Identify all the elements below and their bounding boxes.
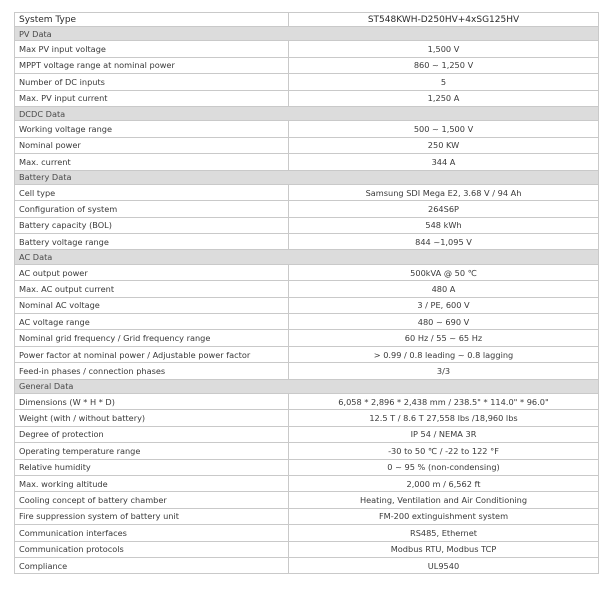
- spec-row: [15, 314, 599, 330]
- spec-row: [15, 234, 599, 250]
- spec-value: 344 A: [289, 154, 599, 170]
- spec-row: [15, 297, 599, 313]
- spec-value: Heating, Ventilation and Air Conditioning: [289, 492, 599, 508]
- spec-row: [15, 541, 599, 557]
- spec-value: 60 Hz / 55 ~ 65 Hz: [289, 330, 599, 346]
- spec-label: Power factor at nominal power / Adjustable power factor: [15, 346, 289, 362]
- spec-row: [15, 443, 599, 459]
- spec-label: AC output power: [15, 264, 289, 280]
- section-title: General Data: [15, 379, 599, 393]
- spec-row: [15, 330, 599, 346]
- section-title: PV Data: [15, 27, 599, 41]
- spec-row: [15, 475, 599, 491]
- section-title: Battery Data: [15, 170, 599, 184]
- spec-label: Max PV input voltage: [15, 41, 289, 57]
- spec-value: UL9540: [289, 557, 599, 573]
- spec-value: FM-200 extinguishment system: [289, 508, 599, 524]
- spec-row: [15, 57, 599, 73]
- spec-label: Configuration of system: [15, 201, 289, 217]
- spec-row: [15, 363, 599, 379]
- spec-row: [15, 508, 599, 524]
- spec-sheet: [14, 12, 598, 574]
- spec-value: 1,500 V: [289, 41, 599, 57]
- spec-row: [15, 74, 599, 90]
- spec-value: Modbus RTU, Modbus TCP: [289, 541, 599, 557]
- spec-label: Max. current: [15, 154, 289, 170]
- spec-value: 0 ~ 95 % (non-condensing): [289, 459, 599, 475]
- spec-value: 250 KW: [289, 137, 599, 153]
- spec-value: 500 ~ 1,500 V: [289, 121, 599, 137]
- spec-label: Max. AC output current: [15, 281, 289, 297]
- spec-label: Relative humidity: [15, 459, 289, 475]
- spec-value: 3 / PE, 600 V: [289, 297, 599, 313]
- spec-value: 480 ~ 690 V: [289, 314, 599, 330]
- section-header-battery-data: [15, 170, 599, 184]
- spec-row: [15, 525, 599, 541]
- spec-label: MPPT voltage range at nominal power: [15, 57, 289, 73]
- spec-row: [15, 154, 599, 170]
- spec-row: [15, 264, 599, 280]
- spec-row: [15, 184, 599, 200]
- spec-label: Feed-in phases / connection phases: [15, 363, 289, 379]
- spec-label: Dimensions (W * H * D): [15, 393, 289, 409]
- spec-value: 860 ~ 1,250 V: [289, 57, 599, 73]
- section-header-pv-data: [15, 27, 599, 41]
- spec-value: 5: [289, 74, 599, 90]
- spec-label: Nominal AC voltage: [15, 297, 289, 313]
- spec-value: 12.5 T / 8.6 T 27,558 lbs /18,960 lbs: [289, 410, 599, 426]
- spec-row: [15, 90, 599, 106]
- spec-label: Battery voltage range: [15, 234, 289, 250]
- spec-row: [15, 410, 599, 426]
- spec-label: AC voltage range: [15, 314, 289, 330]
- spec-value: 500kVA @ 50 ℃: [289, 264, 599, 280]
- system-type-value: ST548KWH-D250HV+4xSG125HV: [289, 13, 599, 27]
- section-header-general-data: [15, 379, 599, 393]
- spec-row: [15, 492, 599, 508]
- spec-label: Compliance: [15, 557, 289, 573]
- section-header-dcdc-data: [15, 106, 599, 120]
- section-title: DCDC Data: [15, 106, 599, 120]
- spec-label: Max. PV input current: [15, 90, 289, 106]
- spec-row: [15, 41, 599, 57]
- spec-label: Cell type: [15, 184, 289, 200]
- spec-value: -30 to 50 ℃ / -22 to 122 °F: [289, 443, 599, 459]
- spec-row: [15, 426, 599, 442]
- spec-value: RS485, Ethernet: [289, 525, 599, 541]
- section-title: AC Data: [15, 250, 599, 264]
- spec-label: Communication protocols: [15, 541, 289, 557]
- spec-value: 1,250 A: [289, 90, 599, 106]
- section-header-ac-data: [15, 250, 599, 264]
- system-type-label: System Type: [15, 13, 289, 27]
- spec-label: Fire suppression system of battery unit: [15, 508, 289, 524]
- spec-row: [15, 137, 599, 153]
- spec-row: [15, 281, 599, 297]
- spec-value: > 0.99 / 0.8 leading ~ 0.8 lagging: [289, 346, 599, 362]
- spec-value: 6,058 * 2,896 * 2,438 mm / 238.5" * 114.0" * 96.0": [289, 393, 599, 409]
- spec-label: Max. working altitude: [15, 475, 289, 491]
- spec-value: 844 ~1,095 V: [289, 234, 599, 250]
- spec-label: Nominal grid frequency / Grid frequency range: [15, 330, 289, 346]
- spec-label: Number of DC inputs: [15, 74, 289, 90]
- spec-value: Samsung SDI Mega E2, 3.68 V / 94 Ah: [289, 184, 599, 200]
- spec-row: [15, 201, 599, 217]
- spec-row: [15, 217, 599, 233]
- spec-value: IP 54 / NEMA 3R: [289, 426, 599, 442]
- spec-row: [15, 121, 599, 137]
- spec-table: [14, 12, 599, 574]
- spec-row: [15, 393, 599, 409]
- spec-row: [15, 459, 599, 475]
- spec-label: Communication interfaces: [15, 525, 289, 541]
- spec-row: [15, 346, 599, 362]
- spec-value: 264S6P: [289, 201, 599, 217]
- spec-label: Nominal power: [15, 137, 289, 153]
- spec-label: Operating temperature range: [15, 443, 289, 459]
- spec-value: 548 kWh: [289, 217, 599, 233]
- spec-label: Working voltage range: [15, 121, 289, 137]
- spec-row: [15, 557, 599, 573]
- spec-value: 2,000 m / 6,562 ft: [289, 475, 599, 491]
- spec-label: Degree of protection: [15, 426, 289, 442]
- spec-value: 3/3: [289, 363, 599, 379]
- spec-label: Cooling concept of battery chamber: [15, 492, 289, 508]
- system-type-row: [15, 13, 599, 27]
- spec-value: 480 A: [289, 281, 599, 297]
- spec-label: Battery capacity (BOL): [15, 217, 289, 233]
- spec-label: Weight (with / without battery): [15, 410, 289, 426]
